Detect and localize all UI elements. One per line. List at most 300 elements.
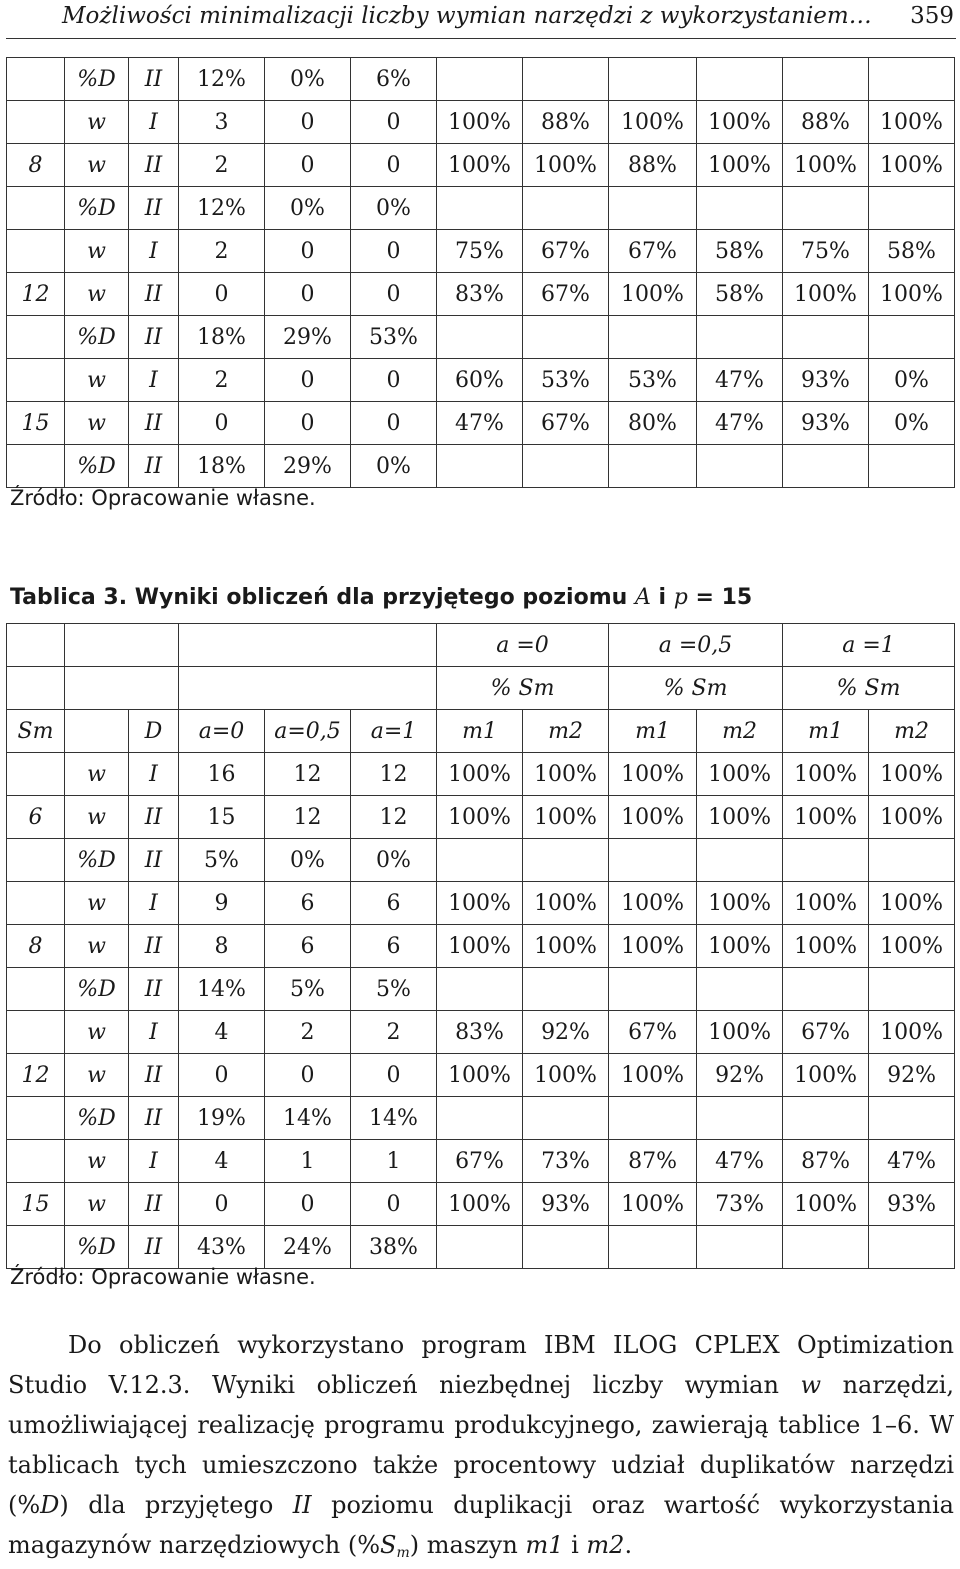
table-cell xyxy=(783,839,869,882)
text-run: Do obliczeń wykorzystano program IBM ILOG CPLEX Optimization Studio V.12.3. Wyniki obliczeń niezbędnej liczby wymian xyxy=(8,1331,954,1399)
table-cell: 100% xyxy=(869,273,955,316)
table-cell: II xyxy=(129,1226,179,1269)
table-cell: 100% xyxy=(437,925,523,968)
table-cell: 53% xyxy=(523,359,609,402)
table-cell: 47% xyxy=(697,402,783,445)
table-cell: 0% xyxy=(265,187,351,230)
table-cell: 100% xyxy=(869,925,955,968)
table-cell: 0 xyxy=(179,1183,265,1226)
table-cell: 100% xyxy=(697,882,783,925)
column-header-cell: m2 xyxy=(697,710,783,753)
table-cell: 100% xyxy=(437,882,523,925)
table-cell xyxy=(437,968,523,1011)
table-cell: w xyxy=(65,925,129,968)
table-cell: II xyxy=(129,316,179,359)
table-cell: 100% xyxy=(437,144,523,187)
table-cell xyxy=(7,1226,65,1269)
table-row xyxy=(7,1054,955,1097)
table-cell xyxy=(7,882,65,925)
header-cell xyxy=(65,624,179,667)
header-cell xyxy=(7,624,65,667)
table-cell xyxy=(523,316,609,359)
table-cell: %D xyxy=(65,839,129,882)
table-cell: 0 xyxy=(351,101,437,144)
table-cell: 29% xyxy=(265,445,351,488)
table-cell: 15 xyxy=(7,1183,65,1226)
table-cell: %D xyxy=(65,1097,129,1140)
table-cell xyxy=(869,1226,955,1269)
table-cell: 12% xyxy=(179,187,265,230)
table-cell: 0% xyxy=(351,839,437,882)
paragraph-1 xyxy=(8,1325,954,1569)
table-cell: w xyxy=(65,796,129,839)
table-cell: 83% xyxy=(437,1011,523,1054)
table-cell xyxy=(7,58,65,101)
table-row xyxy=(7,1140,955,1183)
table-cell: 0% xyxy=(265,58,351,101)
table-cell xyxy=(437,1226,523,1269)
table-cell: 47% xyxy=(437,402,523,445)
table-row xyxy=(7,1011,955,1054)
column-header-cell: a=1 xyxy=(351,710,437,753)
table-cell: 100% xyxy=(697,925,783,968)
table-cell xyxy=(523,1226,609,1269)
table-cell: 60% xyxy=(437,359,523,402)
table-cell xyxy=(783,1226,869,1269)
table-cell: 0% xyxy=(869,402,955,445)
table-cell: 87% xyxy=(609,1140,697,1183)
table-cell xyxy=(7,753,65,796)
table-cell: w xyxy=(65,101,129,144)
table-cell: 12 xyxy=(351,753,437,796)
table-cell: II xyxy=(129,1183,179,1226)
header-cell xyxy=(179,667,437,710)
table-cell: 100% xyxy=(437,101,523,144)
table-cell: 0 xyxy=(265,1183,351,1226)
table-cell: w xyxy=(65,359,129,402)
table-row xyxy=(7,230,955,273)
table-cell: 14% xyxy=(351,1097,437,1140)
table-cell xyxy=(609,445,697,488)
table-cell: 6 xyxy=(351,925,437,968)
table-2-source: Źródło: Opracowanie własne. xyxy=(10,486,316,510)
table-cell xyxy=(523,968,609,1011)
running-header xyxy=(6,0,956,39)
table-cell: 67% xyxy=(609,230,697,273)
table-cell xyxy=(697,187,783,230)
table-3 xyxy=(6,623,955,1269)
table-cell xyxy=(7,839,65,882)
table-cell: 100% xyxy=(869,882,955,925)
table-cell: 100% xyxy=(609,796,697,839)
table-cell: %D xyxy=(65,58,129,101)
table-row xyxy=(7,187,955,230)
table-cell: 100% xyxy=(697,796,783,839)
table-cell: 2 xyxy=(179,359,265,402)
table-cell xyxy=(7,1011,65,1054)
table-cell: 15 xyxy=(7,402,65,445)
table-row xyxy=(7,753,955,796)
table-cell: 0 xyxy=(265,144,351,187)
table-cell xyxy=(437,316,523,359)
table-cell: w xyxy=(65,273,129,316)
table-cell: 12 xyxy=(265,796,351,839)
text-run: m xyxy=(396,1545,410,1561)
table-cell: 6 xyxy=(265,925,351,968)
table-cell: 100% xyxy=(609,753,697,796)
table-cell: 19% xyxy=(179,1097,265,1140)
table-cell: %D xyxy=(65,1226,129,1269)
table-cell: II xyxy=(129,796,179,839)
table-row xyxy=(7,402,955,445)
table-cell xyxy=(869,316,955,359)
table-cell xyxy=(7,1097,65,1140)
table-cell: 0 xyxy=(265,402,351,445)
table-cell: w xyxy=(65,882,129,925)
table-cell: I xyxy=(129,1011,179,1054)
table-cell: 6% xyxy=(351,58,437,101)
table-cell: 100% xyxy=(609,1054,697,1097)
table-cell xyxy=(7,230,65,273)
table-cell: 58% xyxy=(869,230,955,273)
table-cell: II xyxy=(129,402,179,445)
table-cell xyxy=(7,445,65,488)
table-cell: 87% xyxy=(783,1140,869,1183)
table-cell: 16 xyxy=(179,753,265,796)
text-run: i xyxy=(563,1531,587,1559)
table-cell: I xyxy=(129,359,179,402)
table-cell: 15 xyxy=(179,796,265,839)
table-3-column-header-row xyxy=(7,710,955,753)
table-row xyxy=(7,796,955,839)
table-cell: 0 xyxy=(265,273,351,316)
table-cell: 88% xyxy=(523,101,609,144)
sub-header-sm-a1: % Sm xyxy=(783,667,955,710)
table-cell: 93% xyxy=(783,402,869,445)
column-header-cell: D xyxy=(129,710,179,753)
table-cell xyxy=(869,187,955,230)
table-row xyxy=(7,1183,955,1226)
table-cell: 1 xyxy=(265,1140,351,1183)
table-cell: I xyxy=(129,882,179,925)
table-cell: 58% xyxy=(697,230,783,273)
table-cell: 0 xyxy=(179,402,265,445)
header-cell xyxy=(7,667,65,710)
table-cell: 73% xyxy=(523,1140,609,1183)
table-cell: 67% xyxy=(609,1011,697,1054)
table-cell xyxy=(523,839,609,882)
table-cell xyxy=(697,316,783,359)
table-cell: 0 xyxy=(179,273,265,316)
table-cell: 5% xyxy=(351,968,437,1011)
table-cell: 0% xyxy=(351,187,437,230)
table-3-caption xyxy=(10,585,752,610)
table-3-caption-A: A xyxy=(634,585,651,610)
text-run: II xyxy=(292,1491,312,1519)
table-cell: 67% xyxy=(783,1011,869,1054)
group-header-a05: a =0,5 xyxy=(609,624,783,667)
table-cell: 100% xyxy=(783,1183,869,1226)
table-cell: II xyxy=(129,58,179,101)
table-2-continued xyxy=(6,57,955,488)
table-cell: 1 xyxy=(351,1140,437,1183)
table-cell: 9 xyxy=(179,882,265,925)
table-cell: 2 xyxy=(179,230,265,273)
page-number: 359 xyxy=(910,3,954,29)
table-cell xyxy=(437,58,523,101)
text-run: D xyxy=(40,1491,60,1519)
table-cell: 47% xyxy=(697,1140,783,1183)
table-cell: II xyxy=(129,445,179,488)
table-cell: 67% xyxy=(523,402,609,445)
table-cell: 43% xyxy=(179,1226,265,1269)
table-cell: 6 xyxy=(351,882,437,925)
table-cell: 12 xyxy=(7,273,65,316)
table-cell: 8 xyxy=(179,925,265,968)
table-cell: 2 xyxy=(179,144,265,187)
column-header-cell: m2 xyxy=(869,710,955,753)
table-cell xyxy=(869,58,955,101)
table-cell: II xyxy=(129,144,179,187)
table-cell: 0 xyxy=(351,402,437,445)
table-cell xyxy=(609,1097,697,1140)
table-cell: 92% xyxy=(523,1011,609,1054)
table-cell: II xyxy=(129,1097,179,1140)
table-cell: 100% xyxy=(783,144,869,187)
column-header-cell: m1 xyxy=(783,710,869,753)
table-cell: 12 xyxy=(7,1054,65,1097)
table-cell: 88% xyxy=(609,144,697,187)
table-row xyxy=(7,359,955,402)
column-header-cell xyxy=(65,710,129,753)
table-cell: 100% xyxy=(437,1183,523,1226)
table-row xyxy=(7,445,955,488)
table-cell: 4 xyxy=(179,1011,265,1054)
table-cell: 75% xyxy=(437,230,523,273)
table-cell xyxy=(783,316,869,359)
table-cell: w xyxy=(65,753,129,796)
sub-header-sm-a05: % Sm xyxy=(609,667,783,710)
table-cell: 100% xyxy=(523,1054,609,1097)
table-cell xyxy=(783,187,869,230)
table-cell: 0 xyxy=(265,1054,351,1097)
table-cell: 4 xyxy=(179,1140,265,1183)
text-run: ) dla przyjętego xyxy=(59,1491,293,1519)
table-cell: I xyxy=(129,230,179,273)
body-paragraph xyxy=(8,1325,954,1569)
table-cell: 100% xyxy=(609,101,697,144)
table-cell: 24% xyxy=(265,1226,351,1269)
table-cell: 0 xyxy=(351,273,437,316)
table-cell: I xyxy=(129,753,179,796)
table-row xyxy=(7,58,955,101)
table-3-group-header-row xyxy=(7,624,955,667)
table-cell: %D xyxy=(65,445,129,488)
column-header-cell: m1 xyxy=(609,710,697,753)
table-cell xyxy=(697,839,783,882)
table-cell: 100% xyxy=(609,882,697,925)
table-cell: 8 xyxy=(7,925,65,968)
table-cell: w xyxy=(65,402,129,445)
table-row xyxy=(7,144,955,187)
column-header-cell: a=0 xyxy=(179,710,265,753)
table-cell xyxy=(437,839,523,882)
table-cell: 100% xyxy=(523,144,609,187)
table-cell xyxy=(7,968,65,1011)
table-cell: 12 xyxy=(351,796,437,839)
table-cell: 18% xyxy=(179,316,265,359)
table-cell: w xyxy=(65,1183,129,1226)
table-cell xyxy=(609,187,697,230)
table-cell: 0 xyxy=(179,1054,265,1097)
table-cell: 0 xyxy=(351,359,437,402)
table-cell xyxy=(697,1226,783,1269)
table-cell: 47% xyxy=(869,1140,955,1183)
table-row xyxy=(7,839,955,882)
table-cell xyxy=(7,316,65,359)
table-row xyxy=(7,316,955,359)
table-cell: 0 xyxy=(351,144,437,187)
table-cell xyxy=(783,968,869,1011)
text-run: narzędzi, umożliwiającej realizację programu produkcyjnego, zawierają tablice 1–6. W tablicach tych umieszczono także procentowy udział duplikatów narzędzi (% xyxy=(8,1371,954,1519)
table-cell: 100% xyxy=(869,1011,955,1054)
text-run: . xyxy=(624,1531,633,1559)
table-cell: 100% xyxy=(783,273,869,316)
table-cell xyxy=(437,445,523,488)
table-row xyxy=(7,1097,955,1140)
table-3-caption-i: i xyxy=(658,585,667,610)
column-header-cell: m1 xyxy=(437,710,523,753)
table-3-sub-header-row xyxy=(7,667,955,710)
table-cell: 0 xyxy=(351,1183,437,1226)
table-cell: 93% xyxy=(523,1183,609,1226)
table-cell: %D xyxy=(65,187,129,230)
table-cell: 53% xyxy=(351,316,437,359)
table-cell: 67% xyxy=(523,230,609,273)
column-header-cell: a=0,5 xyxy=(265,710,351,753)
column-header-cell: m2 xyxy=(523,710,609,753)
table-row xyxy=(7,925,955,968)
table-cell: w xyxy=(65,230,129,273)
table-cell xyxy=(7,187,65,230)
table-cell xyxy=(7,1140,65,1183)
table-cell: 100% xyxy=(523,882,609,925)
table-cell: 100% xyxy=(697,101,783,144)
table-cell: 100% xyxy=(783,1054,869,1097)
table-cell xyxy=(523,445,609,488)
table-cell: 100% xyxy=(437,1054,523,1097)
table-row xyxy=(7,1226,955,1269)
table-cell: 6 xyxy=(7,796,65,839)
table-cell xyxy=(783,1097,869,1140)
table-cell xyxy=(609,1226,697,1269)
table-cell xyxy=(7,359,65,402)
table-cell: 0 xyxy=(265,230,351,273)
table-cell xyxy=(609,58,697,101)
table-cell xyxy=(609,968,697,1011)
table-cell xyxy=(523,58,609,101)
table-cell: w xyxy=(65,144,129,187)
table-cell: 12 xyxy=(265,753,351,796)
table-3-caption-label: Tablica 3. xyxy=(10,585,128,610)
table-cell: 100% xyxy=(523,796,609,839)
table-cell: 0% xyxy=(265,839,351,882)
table-row xyxy=(7,101,955,144)
table-cell: 100% xyxy=(783,925,869,968)
table-cell: 100% xyxy=(697,144,783,187)
table-cell: 67% xyxy=(523,273,609,316)
table-cell: 75% xyxy=(783,230,869,273)
table-cell: 100% xyxy=(869,753,955,796)
table-cell xyxy=(697,58,783,101)
text-run: w xyxy=(800,1371,822,1399)
table-cell xyxy=(697,445,783,488)
table-cell: 83% xyxy=(437,273,523,316)
text-run: m1 xyxy=(525,1531,564,1559)
table-cell: %D xyxy=(65,316,129,359)
table-cell: 29% xyxy=(265,316,351,359)
table-cell: 0 xyxy=(351,230,437,273)
running-header-title: Możliwości minimalizacji liczby wymian narzędzi z wykorzystaniem… xyxy=(62,3,872,29)
text-run: poziomu duplikacji oraz wartość wykorzystania magazynów narzędziowych (% xyxy=(8,1491,954,1559)
table-cell: 80% xyxy=(609,402,697,445)
table-cell: 100% xyxy=(869,101,955,144)
table-3-source: Źródło: Opracowanie własne. xyxy=(10,1265,316,1289)
group-header-a1: a =1 xyxy=(783,624,955,667)
table-cell: 0 xyxy=(265,101,351,144)
table-cell: I xyxy=(129,1140,179,1183)
table-cell: 100% xyxy=(783,796,869,839)
table-cell: 6 xyxy=(265,882,351,925)
table-cell: 2 xyxy=(265,1011,351,1054)
table-cell: 100% xyxy=(697,1011,783,1054)
table-cell: 100% xyxy=(523,925,609,968)
table-row xyxy=(7,273,955,316)
table-cell: I xyxy=(129,101,179,144)
table-row xyxy=(7,968,955,1011)
text-run: S xyxy=(380,1531,397,1559)
group-header-a0: a =0 xyxy=(437,624,609,667)
table-cell: 14% xyxy=(179,968,265,1011)
table-cell: 93% xyxy=(783,359,869,402)
table-cell: 93% xyxy=(869,1183,955,1226)
table-cell: 100% xyxy=(437,753,523,796)
table-cell: 88% xyxy=(783,101,869,144)
table-cell: 100% xyxy=(609,925,697,968)
table-cell: 100% xyxy=(609,273,697,316)
table-cell: 47% xyxy=(697,359,783,402)
table-cell xyxy=(609,316,697,359)
table-cell xyxy=(869,839,955,882)
table-cell: 53% xyxy=(609,359,697,402)
table-cell xyxy=(869,445,955,488)
table-cell xyxy=(7,101,65,144)
table-cell xyxy=(783,58,869,101)
table-cell: II xyxy=(129,273,179,316)
table-cell xyxy=(697,968,783,1011)
table-row xyxy=(7,882,955,925)
table-3-caption-eq: = 15 xyxy=(695,585,753,610)
table-cell xyxy=(437,1097,523,1140)
column-header-cell: Sm xyxy=(7,710,65,753)
table-cell: w xyxy=(65,1011,129,1054)
table-cell: w xyxy=(65,1140,129,1183)
table-cell: II xyxy=(129,839,179,882)
table-cell: 0 xyxy=(351,1054,437,1097)
table-cell: 100% xyxy=(697,753,783,796)
table-cell: 38% xyxy=(351,1226,437,1269)
table-cell: II xyxy=(129,968,179,1011)
